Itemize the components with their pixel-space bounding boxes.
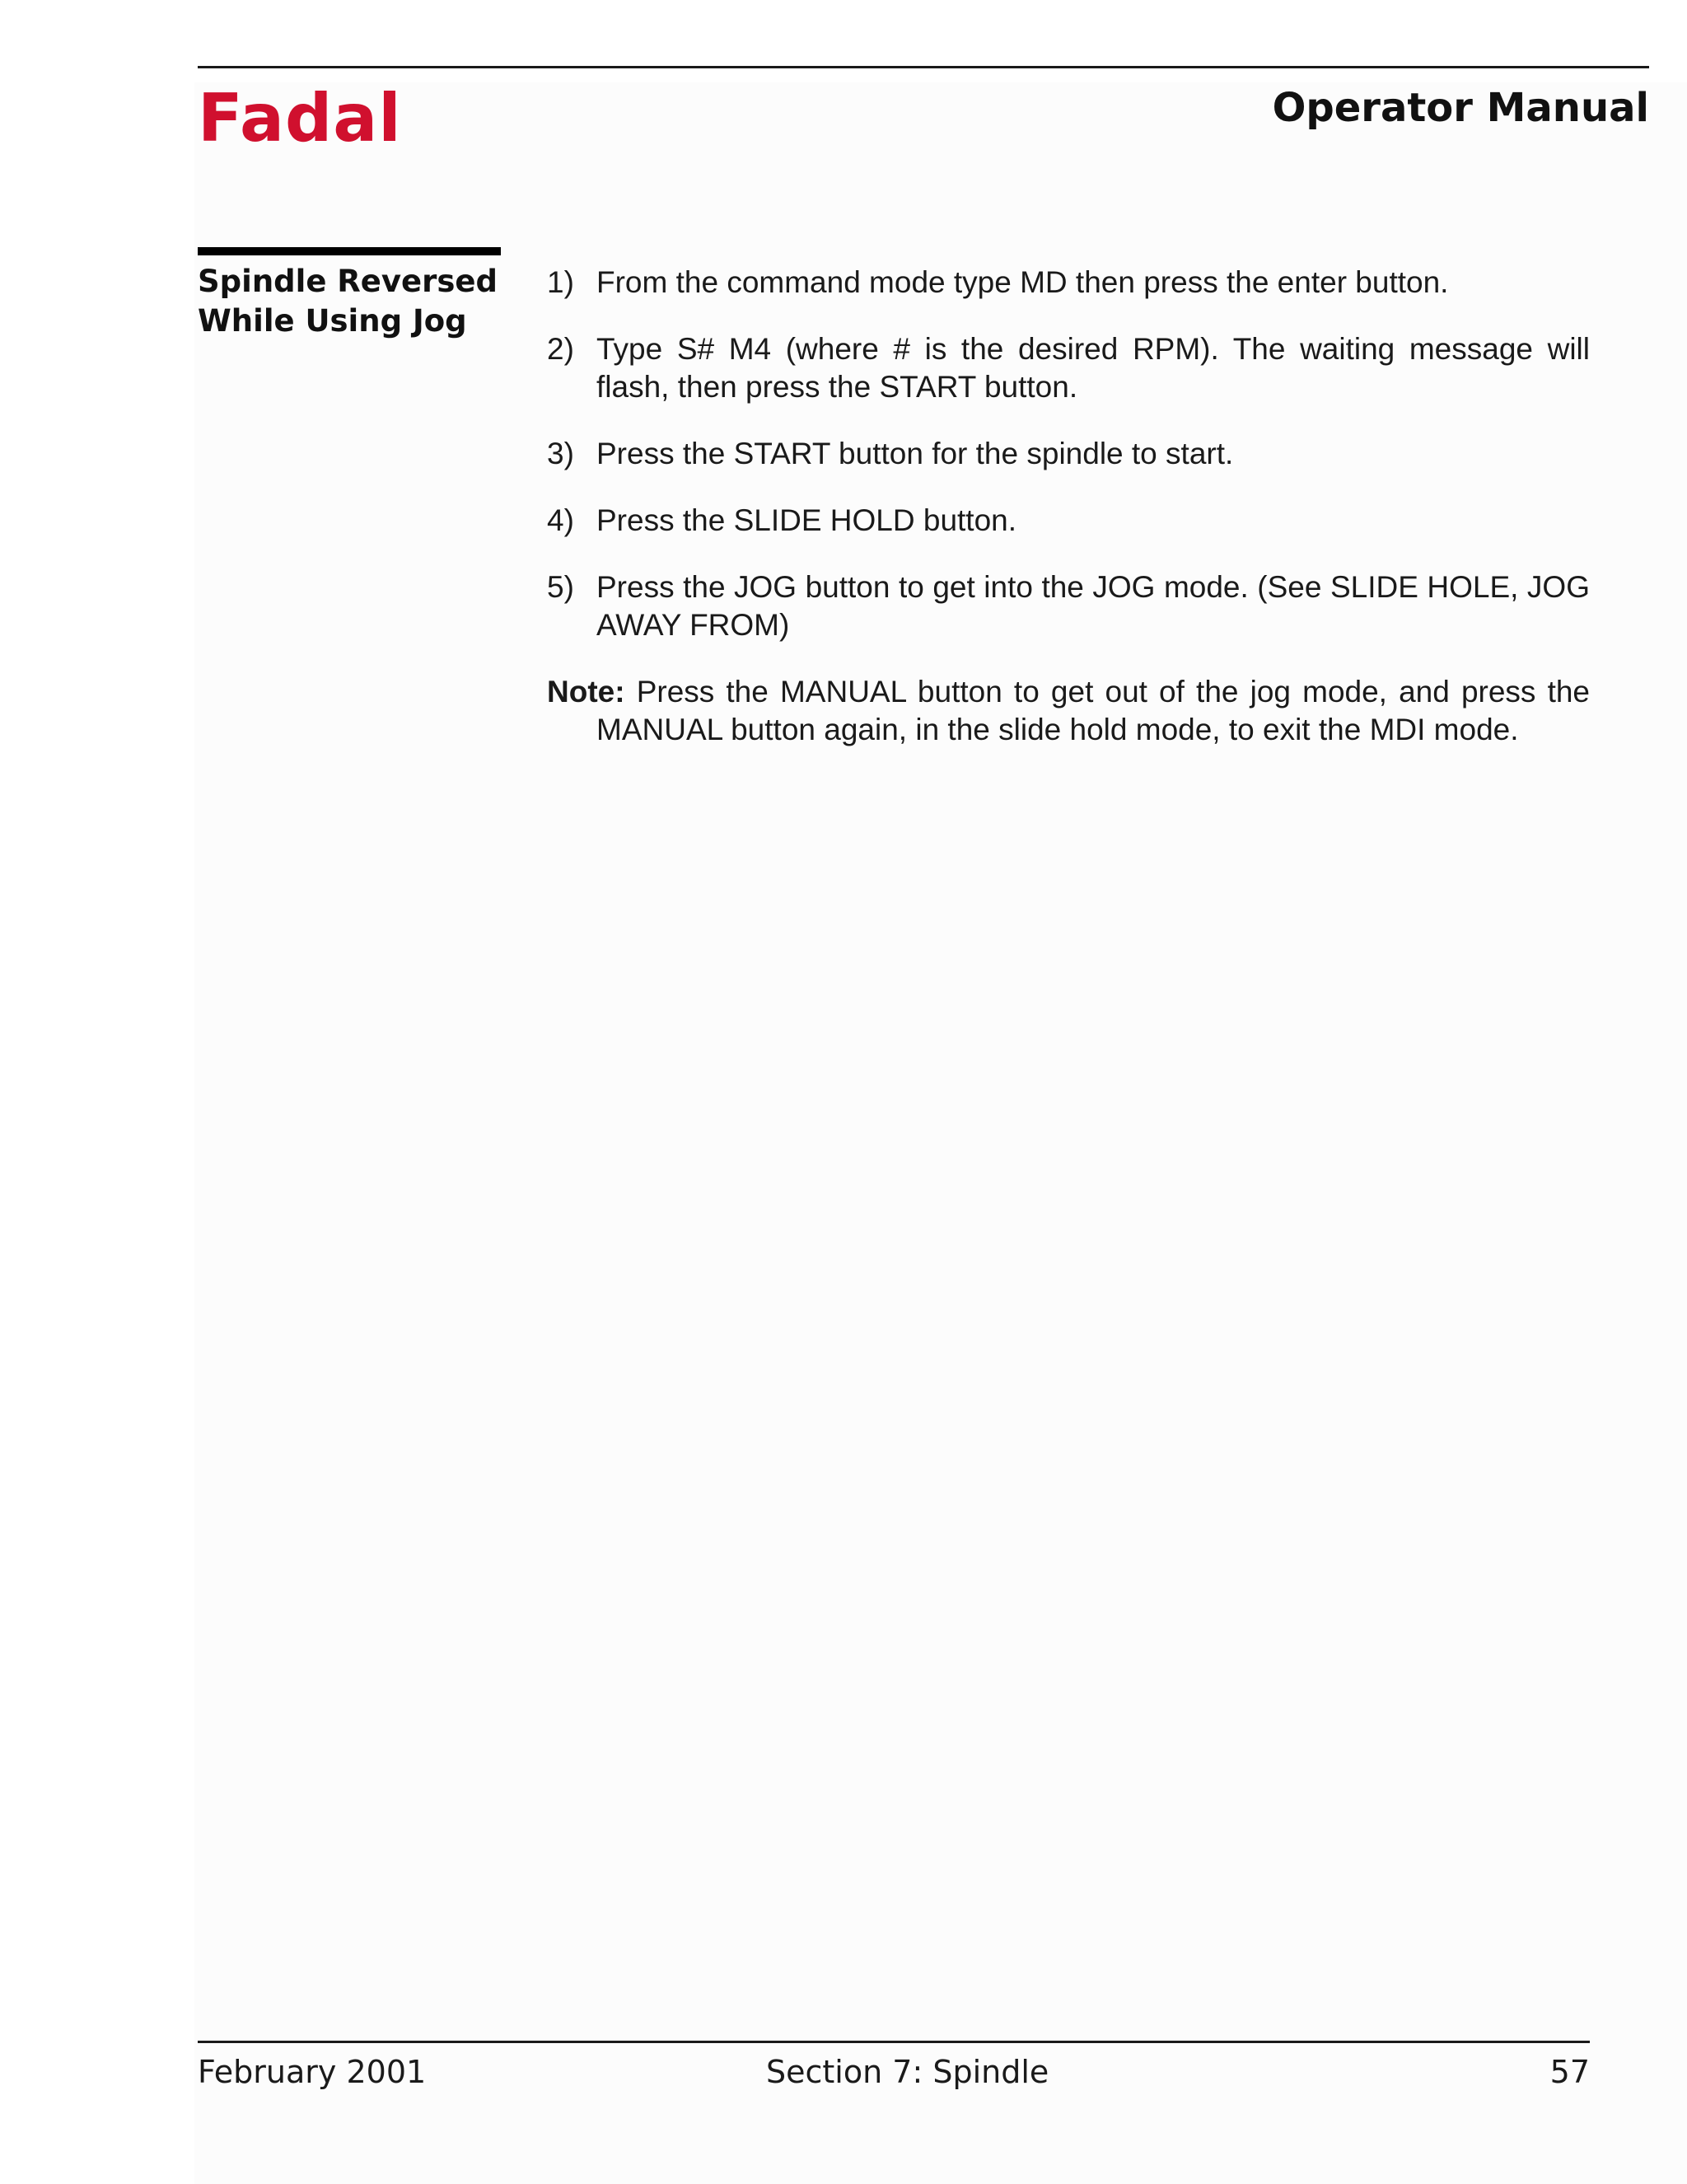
note-text: Press the MANUAL button to get out of the jog mode, and press the MANUAL button again, in the slide hold mode, to exit the MDI mode. (596, 675, 1591, 746)
footer-date: February 2001 (198, 2054, 427, 2090)
footer-rule (198, 2041, 1590, 2043)
procedure-steps (547, 264, 1590, 749)
note-label: Note: (547, 675, 625, 709)
step-number: 4) (547, 503, 574, 537)
header-rule (198, 66, 1649, 68)
step-number: 1) (547, 265, 574, 299)
step-item (547, 264, 1590, 302)
step-text: Press the JOG button to get into the JOG mode. (See SLIDE HOLE, JOG AWAY FROM) (596, 570, 1590, 642)
step-item (547, 568, 1590, 644)
section-heading (198, 262, 511, 341)
step-text: Type S# M4 (where # is the desired RPM). The waiting message will flash, then press the START button. (596, 332, 1590, 404)
step-text: From the command mode type MD then press the enter button. (596, 265, 1449, 299)
step-number: 5) (547, 570, 574, 604)
step-text: Press the START button for the spindle to start. (596, 437, 1234, 470)
step-text: Press the SLIDE HOLD button. (596, 503, 1017, 537)
document-title: Operator Manual (1272, 85, 1649, 131)
page-number: 57 (1549, 2054, 1590, 2090)
footer-section: Section 7: Spindle (766, 2054, 1049, 2090)
step-item (547, 330, 1590, 406)
step-number: 3) (547, 437, 574, 470)
section-heading-rule (198, 247, 501, 255)
step-item (547, 435, 1590, 473)
step-number: 2) (547, 332, 574, 366)
section-heading-line-1: Spindle Reversed (198, 264, 498, 299)
step-item (547, 502, 1590, 540)
section-heading-line-2: While Using Jog (198, 303, 467, 339)
brand-logo: Fadal (198, 80, 402, 157)
note-paragraph (547, 673, 1590, 749)
